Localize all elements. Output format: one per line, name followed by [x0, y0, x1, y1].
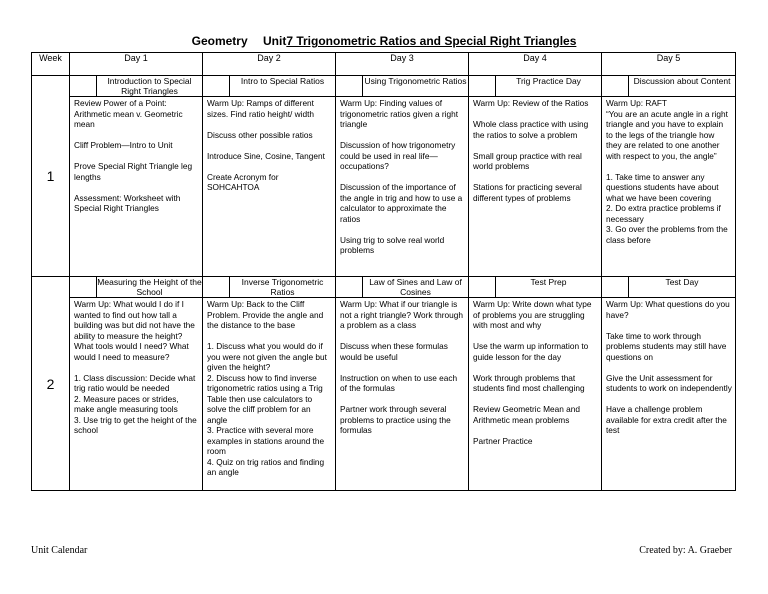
lesson-text: Give the Unit assessment for students to work on independently	[606, 372, 732, 393]
lesson-text: Create Acronym for SOHCAHTOA	[207, 171, 279, 192]
column-header-week: Week	[32, 53, 70, 76]
footer-created-by: Created by: A. Graeber	[639, 545, 732, 556]
topic-tab-box	[70, 277, 97, 297]
topic-tab-box	[203, 277, 230, 297]
day-topic: Introduction to Special Right Triangles	[107, 76, 192, 96]
lesson-text: Warm Up: Write down what type of problems you are struggling with most and why	[473, 299, 592, 330]
day-cell	[203, 277, 336, 491]
day-cell	[602, 277, 736, 491]
day-topic-header	[70, 76, 202, 97]
day-topic: Intro to Special Ratios	[240, 76, 325, 86]
day-cell	[602, 76, 736, 277]
day-cell	[336, 277, 469, 491]
lesson-text: Discuss when these formulas would be useful	[340, 341, 448, 362]
day-topic: Using Trigonometric Ratios	[364, 76, 467, 86]
lesson-text: Small group practice with real world problems	[473, 150, 582, 171]
lesson-text: Review Power of a Point: Arithmetic mean v. Geometric mean	[74, 98, 183, 129]
day-topic: Law of Sines and Law of Cosines	[369, 277, 462, 297]
unit-name: 7 Trigonometric Ratios and Special Right Triangles	[286, 34, 577, 48]
day-topic: Discussion about Content	[633, 76, 731, 86]
unit-label: Unit	[262, 34, 287, 48]
topic-tab-box	[336, 277, 363, 297]
day-topic: Inverse Trigonometric Ratios	[241, 277, 324, 297]
day-cell	[70, 76, 203, 277]
lesson-text: Discussion of the importance of the angle in trig and how to use a calculator to approximate the ratios	[340, 182, 463, 224]
day-topic-header	[469, 76, 601, 97]
lesson-text: Warm Up: What would I do if I wanted to find out how tall a building was but did not have the ability to measure the height? What tools would I need? What would I need to measure?	[74, 299, 195, 362]
lesson-text: Introduce Sine, Cosine, Tangent	[207, 150, 325, 161]
day-topic-header	[602, 76, 735, 97]
topic-tab-box	[203, 76, 230, 96]
lesson-text: Take time to work through problems students may still have questions on	[606, 330, 727, 362]
day-cell	[469, 76, 602, 277]
lesson-text: Cliff Problem—Intro to Unit	[74, 140, 173, 150]
day-topic-header	[203, 277, 335, 298]
lesson-text: Discussion of how trigonometry could be used in real life—occupations?	[340, 140, 456, 171]
day-topic-header	[336, 277, 468, 298]
week-row-2	[32, 277, 736, 491]
day-content	[469, 298, 601, 490]
day-content	[469, 97, 601, 276]
header-row	[32, 53, 736, 76]
topic-tab-box	[336, 76, 363, 96]
lesson-text: Work through problems that students find most challenging	[473, 372, 585, 393]
day-topic: Trig Practice Day	[516, 76, 581, 86]
day-topic-header	[336, 76, 468, 97]
lesson-text: Instruction on when to use each of the formulas	[340, 372, 458, 393]
lesson-text: Warm Up: RAFT “You are an acute angle in a right triangle and you have to explain to the legs of the triangle how they are related to one another with respect to you, the angle”	[606, 98, 728, 161]
day-content	[203, 97, 335, 276]
lesson-text: Partner Practice	[473, 435, 533, 446]
day-content	[70, 298, 202, 490]
lesson-text: Warm Up: What if our triangle is not a right triangle? Work through a problem as a class	[340, 299, 463, 330]
topic-tab-box	[70, 76, 97, 96]
column-header-day-5: Day 5	[602, 53, 736, 76]
week-number: 1	[32, 76, 70, 277]
week-number: 2	[32, 277, 70, 491]
unit-calendar-table	[31, 52, 736, 491]
lesson-text: Discuss other possible ratios	[207, 129, 313, 140]
topic-tab-box	[602, 277, 629, 297]
day-content	[70, 97, 202, 276]
day-topic-header	[203, 76, 335, 97]
day-cell	[336, 76, 469, 277]
day-topic-header	[602, 277, 735, 298]
day-topic: Test Day	[665, 277, 699, 287]
lesson-text: Warm Up: Back to the Cliff Problem. Provide the angle and the distance to the base	[207, 299, 324, 330]
lesson-text: Warm Up: Ramps of different sizes. Find ratio height/ width	[207, 98, 314, 119]
day-topic: Test Prep	[530, 277, 567, 287]
lesson-text: Warm Up: Review of the Ratios	[473, 98, 589, 108]
lesson-text: Stations for practicing several different types of problems	[473, 182, 582, 203]
lesson-text: Review Geometric Mean and Arithmetic mean problems	[473, 404, 580, 425]
day-cell	[70, 277, 203, 491]
column-header-day-1: Day 1	[70, 53, 203, 76]
topic-tab-box	[469, 277, 496, 297]
column-header-day-2: Day 2	[203, 53, 336, 76]
topic-tab-box	[469, 76, 496, 96]
lesson-text: Prove Special Right Triangle leg lengths	[74, 161, 193, 182]
lesson-text: Warm Up: What questions do you have?	[606, 299, 730, 320]
lesson-text: Partner work through several problems to practice using the formulas	[340, 404, 451, 435]
column-header-day-3: Day 3	[336, 53, 469, 76]
day-content	[336, 298, 468, 490]
day-topic: Measuring the Height of the School	[97, 277, 202, 297]
lesson-text: Assessment: Worksheet with Special Right Triangles	[74, 192, 181, 213]
footer-unit-calendar: Unit Calendar	[31, 545, 88, 556]
topic-tab-box	[602, 76, 629, 96]
lesson-text: 1. Class discussion: Decide what trig ratio would be needed 2. Measure paces or strides, make angle measuring tools 3. Use trig to get the height of the school	[74, 372, 197, 435]
lesson-text: Warm Up: Finding values of trigonometric ratios given a right triangle	[340, 98, 459, 129]
lesson-text: 1. Discuss what you would do if you were not given the angle but given the height? 2. Discuss how to find inverse trigonometric ratios using a Trig Table then use calculators to solve the cliff problem for an angle 3. Practice with several more examples in stations around the room 4. Quiz on trig ratios and finding an angle	[207, 341, 327, 477]
lesson-text: Whole class practice with using the ratios to solve a problem	[473, 119, 589, 140]
day-cell	[203, 76, 336, 277]
page-title	[0, 34, 768, 48]
lesson-text: 1. Take time to answer any questions students have about what we have been covering 2. Do extra practice problems if necessary 3. Go over the problems from the class before	[606, 171, 728, 245]
day-topic-header	[70, 277, 202, 298]
lesson-text: Have a challenge problem available for extra credit after the test	[606, 404, 727, 435]
day-content	[602, 298, 735, 490]
day-cell	[469, 277, 602, 491]
day-content	[602, 97, 735, 276]
week-row-1	[32, 76, 736, 277]
column-header-day-4: Day 4	[469, 53, 602, 76]
lesson-text: Use the warm up information to guide lesson for the day	[473, 341, 589, 362]
subject-label: Geometry	[191, 34, 248, 48]
lesson-text: Using trig to solve real world problems	[340, 234, 445, 255]
day-topic-header	[469, 277, 601, 298]
day-content	[203, 298, 335, 490]
day-content	[336, 97, 468, 276]
